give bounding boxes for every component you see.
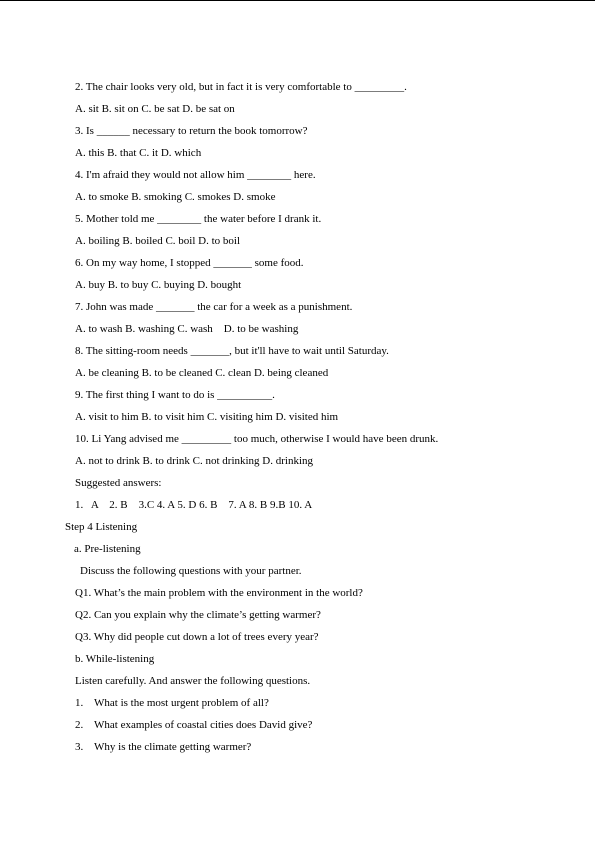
question-5: 5. Mother told me ________ the water before I drank it.	[75, 213, 322, 225]
question-8: 8. The sitting-room needs _______, but it'll have to wait until Saturday.	[75, 345, 389, 357]
listening-question	[0, 714, 595, 736]
options-3: A. this B. that C. it D. which	[75, 147, 202, 159]
list-text: Why is the climate getting warmer?	[94, 741, 252, 753]
question-7: 7. John was made _______ the car for a week as a punishment.	[75, 301, 353, 313]
discussion-q2: Q2. Can you explain why the climate’s getting warmer?	[75, 609, 321, 621]
question-6: 6. On my way home, I stopped _______ some food.	[75, 257, 304, 269]
pre-listening-heading: a. Pre-listening	[74, 543, 141, 555]
list-number: 3.	[75, 741, 84, 753]
question-3: 3. Is ______ necessary to return the book tomorrow?	[75, 125, 308, 137]
discussion-instruction: Discuss the following questions with your partner.	[80, 565, 302, 577]
options-5: A. boiling B. boiled C. boil D. to boil	[75, 235, 241, 247]
listening-instruction: Listen carefully. And answer the following questions.	[75, 675, 311, 687]
suggested-answers: 1. A 2. B 3.C 4. A 5. D 6. B 7. A 8. B 9.B 10. A	[75, 499, 313, 511]
list-text: What examples of coastal cities does David give?	[94, 719, 313, 731]
list-text: What is the most urgent problem of all?	[94, 697, 269, 709]
discussion-q1: Q1. What’s the main problem with the environment in the world?	[75, 587, 363, 599]
options-8: A. be cleaning B. to be cleaned C. clean D. being cleaned	[75, 367, 329, 379]
question-10: 10. Li Yang advised me _________ too much, otherwise I would have been drunk.	[75, 433, 439, 445]
list-number: 2.	[75, 719, 84, 731]
options-9: A. visit to him B. to visit him C. visiting him D. visited him	[75, 411, 339, 423]
options-7: A. to wash B. washing C. wash D. to be washing	[75, 323, 299, 335]
question-4: 4. I'm afraid they would not allow him ________ here.	[75, 169, 316, 181]
question-2: 2. The chair looks very old, but in fact it is very comfortable to _________.	[75, 81, 407, 93]
suggested-answers-heading: Suggested answers:	[75, 477, 162, 489]
while-listening-heading: b. While-listening	[75, 653, 155, 665]
options-6: A. buy B. to buy C. buying D. bought	[75, 279, 242, 291]
options-4: A. to smoke B. smoking C. smokes D. smoke	[75, 191, 276, 203]
options-10: A. not to drink B. to drink C. not drinking D. drinking	[75, 455, 314, 467]
header-rule	[0, 0, 595, 1]
step-4-heading: Step 4 Listening	[65, 521, 138, 533]
listening-question	[0, 736, 595, 758]
options-2: A. sit B. sit on C. be sat D. be sat on	[75, 103, 235, 115]
question-9: 9. The first thing I want to do is __________.	[75, 389, 275, 401]
discussion-q3: Q3. Why did people cut down a lot of trees every year?	[75, 631, 319, 643]
listening-question	[0, 692, 595, 714]
document-body	[0, 76, 595, 758]
list-number: 1.	[75, 697, 84, 709]
